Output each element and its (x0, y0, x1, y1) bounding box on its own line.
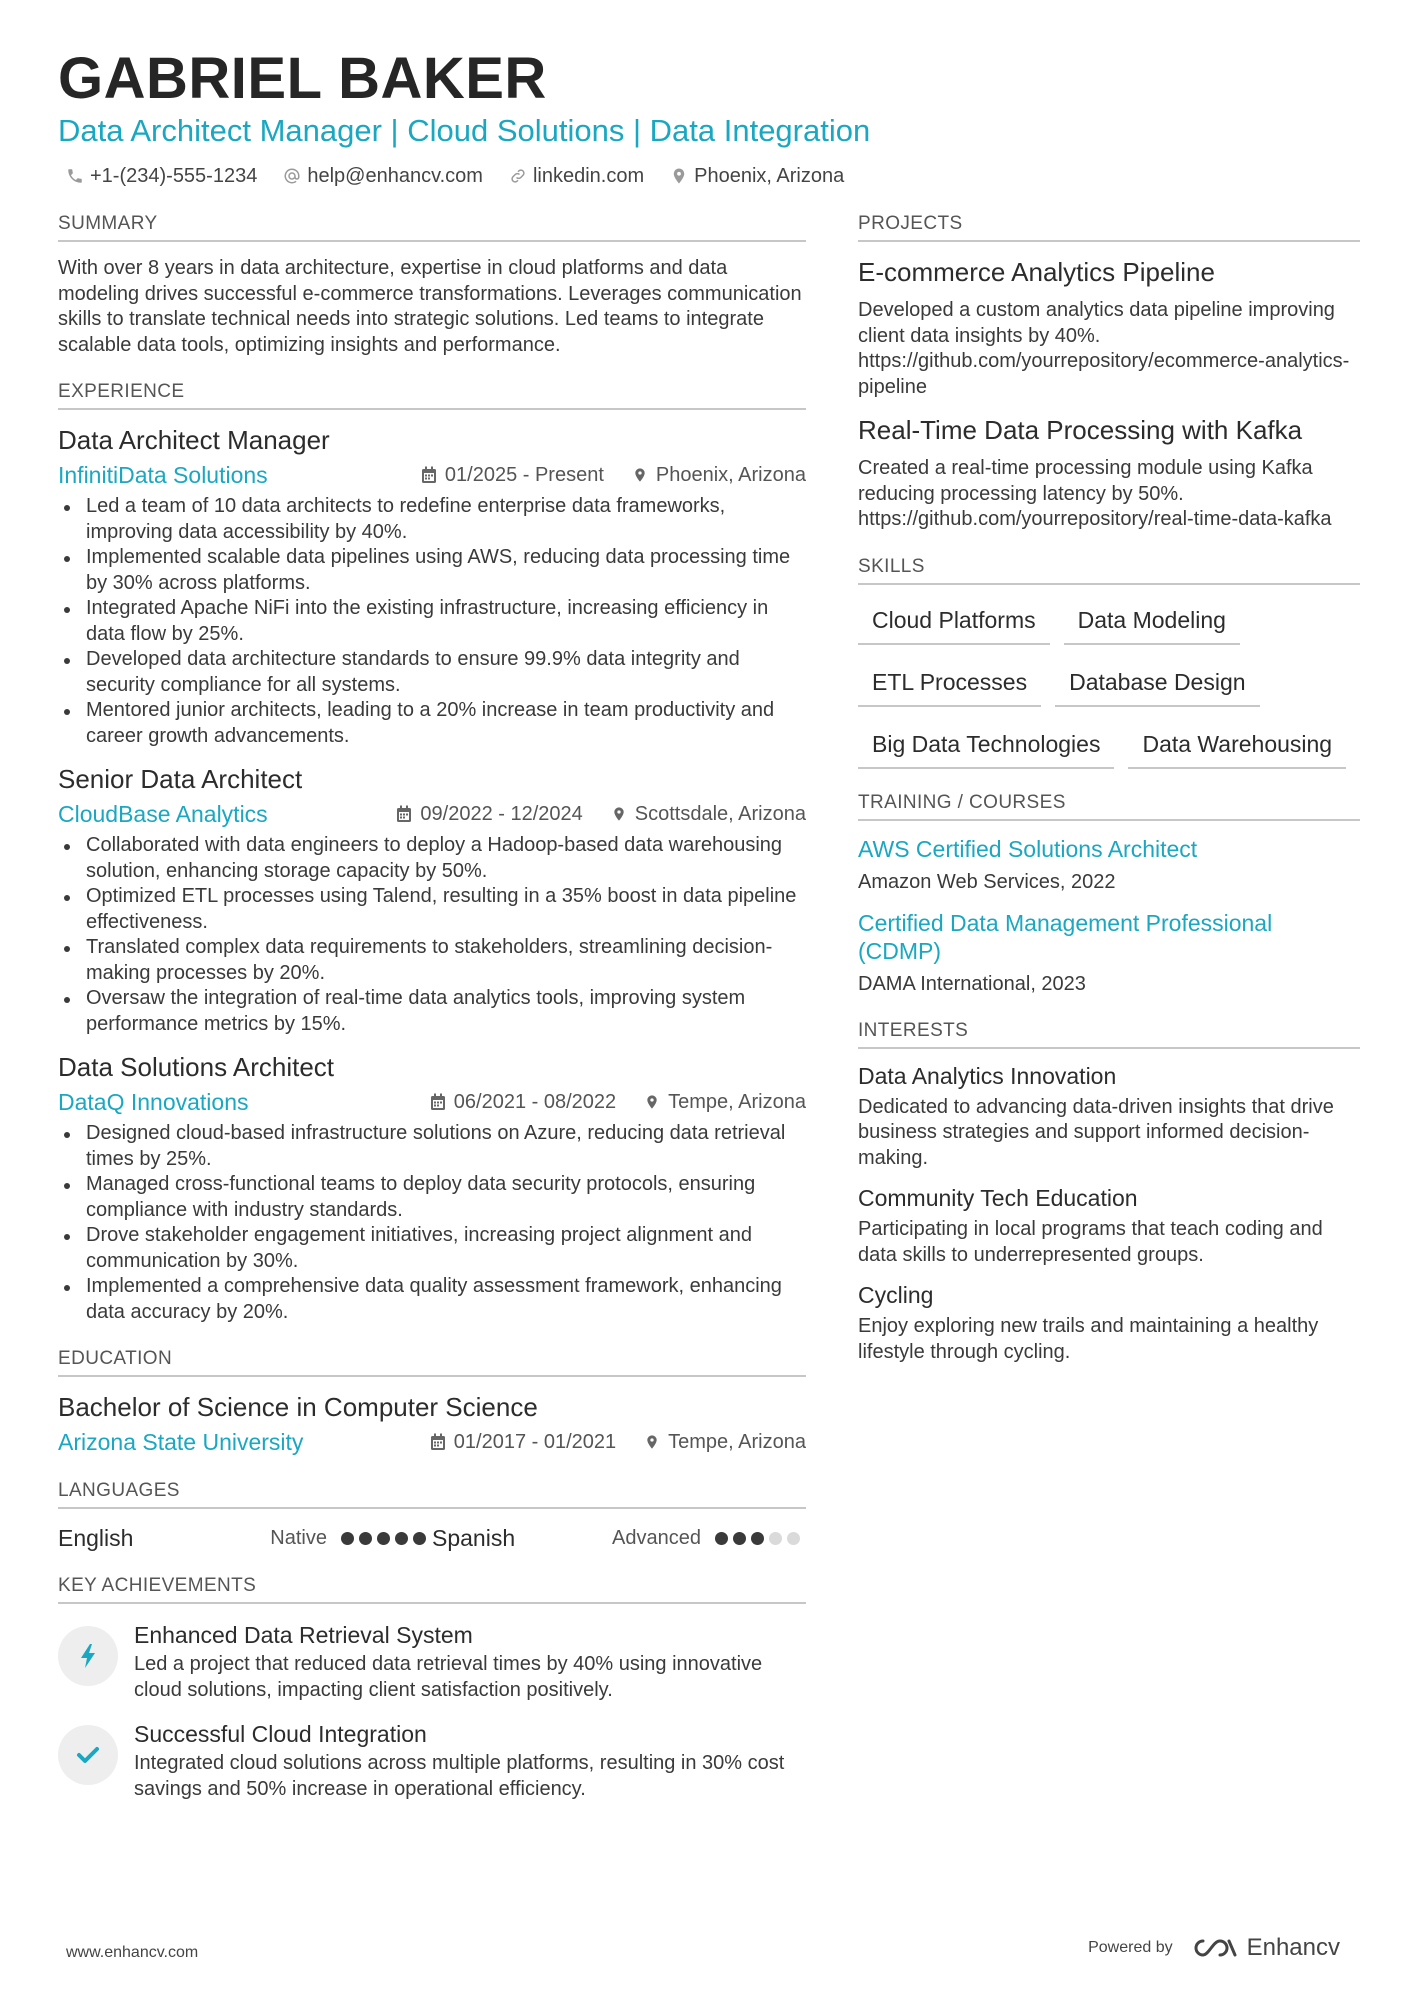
education-dates: 01/2017 - 01/2021 (453, 1430, 617, 1453)
contact-bar (66, 163, 844, 189)
interest-desc: Dedicated to advancing data-driven insights that drive business strategies and support informed decision-making. (858, 1095, 1334, 1169)
summary-section (58, 212, 806, 358)
left-column (58, 212, 806, 1824)
course-provider: Amazon Web Services, 2022 (858, 870, 1116, 893)
interest-title: Data Analytics Innovation (858, 1062, 1117, 1089)
job-location: Tempe, Arizona (668, 1090, 806, 1113)
interests-section (858, 1019, 1360, 1366)
calendar-icon (421, 466, 437, 484)
summary-heading: SUMMARY (58, 212, 806, 242)
training-section (858, 791, 1360, 997)
job-location: Phoenix, Arizona (655, 463, 806, 486)
achievement-title: Enhanced Data Retrieval System (134, 1622, 473, 1648)
contact-phone[interactable] (66, 163, 257, 189)
interests-heading: INTERESTS (858, 1019, 1360, 1049)
bullet-item: Oversaw the integration of real-time data analytics tools, improving system performance metrics by 15%. (58, 986, 806, 1037)
skill-tag: Data Modeling (1064, 599, 1240, 645)
bullet-item: Managed cross-functional teams to deploy data security protocols, ensuring compliance with industry standards. (58, 1172, 806, 1223)
company-name: CloudBase Analytics (58, 801, 268, 827)
bullet-item: Optimized ETL processes using Talend, resulting in a 35% boost in data pipeline effectiveness. (58, 884, 806, 935)
link-icon (509, 167, 527, 185)
achievement-desc: Integrated cloud solutions across multiple platforms, resulting in 30% cost savings and 50% increase in operational efficiency. (134, 1752, 785, 1800)
education-location: Tempe, Arizona (668, 1430, 806, 1453)
language-name: Spanish (432, 1525, 516, 1551)
skills-heading: SKILLS (858, 555, 1360, 585)
bullet-item: Translated complex data requirements to stakeholders, streamlining decision-making processes by 20%. (58, 935, 806, 986)
achievements-heading: KEY ACHIEVEMENTS (58, 1574, 806, 1604)
job-meta (58, 1087, 806, 1117)
languages-heading: LANGUAGES (58, 1479, 806, 1509)
interest-title: Community Tech Education (858, 1185, 1138, 1211)
job-meta (58, 799, 806, 829)
location-pin-icon (611, 805, 627, 823)
enhancv-logo-icon (1191, 1937, 1237, 1959)
project-title: E-commerce Analytics Pipeline (858, 257, 1215, 287)
calendar-icon (430, 1433, 446, 1451)
bullet-item: Integrated Apache NiFi into the existing infrastructure, increasing efficiency in data flow by 25%. (58, 596, 806, 647)
bullet-item: Designed cloud-based infrastructure solutions on Azure, reducing data retrieval times by 25%. (58, 1121, 806, 1172)
contact-email[interactable] (283, 163, 483, 189)
calendar-icon (430, 1093, 446, 1111)
rating-dot-filled (341, 1532, 354, 1545)
rating-dot-filled (359, 1532, 372, 1545)
rating-dot-filled (413, 1532, 426, 1545)
bullet-item: Mentored junior architects, leading to a 20% increase in team productivity and career growth advancements. (58, 698, 806, 749)
location-pin-icon (670, 167, 688, 185)
language-level: Native (270, 1527, 327, 1549)
course-title: AWS Certified Solutions Architect (858, 835, 1198, 862)
job-entry (58, 763, 806, 1037)
contact-location (670, 163, 844, 189)
job-bullets (58, 494, 806, 749)
job-dates: 01/2025 - Present (444, 463, 604, 486)
projects-heading: PROJECTS (858, 212, 1360, 242)
school-name: Arizona State University (58, 1429, 304, 1455)
candidate-name: GABRIEL BAKER (58, 46, 547, 111)
skill-tag: ETL Processes (858, 661, 1041, 707)
company-name: DataQ Innovations (58, 1089, 249, 1115)
linkedin-text: linkedin.com (532, 165, 645, 187)
at-icon (283, 167, 301, 185)
achievement-desc: Led a project that reduced data retrieval times by 40% using innovative cloud solutions, impacting client satisfaction positively. (134, 1653, 763, 1701)
job-dates: 06/2021 - 08/2022 (453, 1090, 617, 1113)
rating-dot-filled (395, 1532, 408, 1545)
interest-desc: Enjoy exploring new trails and maintaining a healthy lifestyle through cycling. (858, 1315, 1319, 1363)
interest-title: Cycling (858, 1282, 934, 1308)
language-item (432, 1525, 806, 1552)
footer-branding (1088, 1934, 1340, 1962)
skill-tag: Cloud Platforms (858, 599, 1050, 645)
rating-dot-filled (733, 1532, 746, 1545)
job-entry (58, 1051, 806, 1325)
achievements-section (58, 1574, 806, 1802)
job-title: Senior Data Architect (58, 764, 303, 794)
job-dates: 09/2022 - 12/2024 (420, 802, 583, 825)
education-heading: EDUCATION (58, 1347, 806, 1377)
right-column (858, 212, 1360, 1387)
bullet-item: Developed data architecture standards to ensure 99.9% data integrity and security compliance for all systems. (58, 647, 806, 698)
job-title: Data Solutions Architect (58, 1052, 335, 1082)
lightning-icon (79, 1644, 97, 1668)
rating-dot-filled (377, 1532, 390, 1545)
experience-section (58, 380, 806, 1325)
location-pin-icon (644, 1433, 660, 1451)
rating-dot-empty (769, 1532, 782, 1545)
brand-logo[interactable] (1191, 1934, 1340, 1962)
job-title: Data Architect Manager (58, 425, 330, 455)
interest-desc: Participating in local programs that teach coding and data skills to underrepresented groups. (858, 1218, 1323, 1266)
rating-dot-filled (715, 1532, 728, 1545)
job-meta (58, 460, 806, 490)
skill-tag: Data Warehousing (1128, 723, 1346, 769)
contact-linkedin[interactable] (509, 163, 644, 189)
company-name: InfinitiData Solutions (58, 462, 268, 488)
rating-dot-filled (751, 1532, 764, 1545)
bullet-item: Collaborated with data engineers to deploy a Hadoop-based data warehousing solution, enhancing storage capacity by 50%. (58, 833, 806, 884)
job-entry (58, 424, 806, 749)
achievement-item (58, 1719, 806, 1802)
bullet-item: Drove stakeholder engagement initiatives, increasing project alignment and communication by 30%. (58, 1223, 806, 1274)
projects-section (858, 212, 1360, 533)
job-bullets (58, 833, 806, 1037)
project-desc: Created a real-time processing module using Kafka reducing processing latency by 50%. https://github.com/yourrepository/real-time-data-kafka (858, 457, 1332, 530)
skill-tag: Big Data Technologies (858, 723, 1114, 769)
education-section (58, 1347, 806, 1457)
bullet-item: Implemented a comprehensive data quality assessment framework, enhancing data accuracy by 20%. (58, 1274, 806, 1325)
email-text: help@enhancv.com (307, 165, 483, 187)
footer-website[interactable]: www.enhancv.com (66, 1944, 199, 1961)
skill-tag: Database Design (1055, 661, 1259, 707)
phone-icon (66, 167, 84, 185)
experience-heading: EXPERIENCE (58, 380, 806, 410)
location-pin-icon (632, 466, 648, 484)
powered-by-label: Powered by (1088, 1939, 1173, 1956)
brand-name: Enhancv (1246, 1934, 1340, 1961)
language-rating (715, 1532, 800, 1545)
job-location: Scottsdale, Arizona (634, 802, 806, 825)
phone-text: +1-(234)-555-1234 (90, 165, 258, 187)
language-rating (341, 1532, 426, 1545)
skills-section (858, 555, 1360, 769)
training-heading: TRAINING / COURSES (858, 791, 1360, 821)
job-bullets (58, 1121, 806, 1325)
language-level: Advanced (612, 1527, 701, 1549)
location-pin-icon (644, 1093, 660, 1111)
course-title: Certified Data Management Professional (CDMP) (858, 909, 1273, 964)
summary-text: With over 8 years in data architecture, expertise in cloud platforms and data modeling drives successful e-commerce transformations. Leverages communication skills to translate technical needs into strategic solutions. Led teams to integrate scalable data tools, optimizing insights and performance. (58, 257, 802, 356)
achievement-item (58, 1620, 806, 1703)
headline: Data Architect Manager | Cloud Solutions | Data Integration (58, 113, 871, 148)
degree-title: Bachelor of Science in Computer Science (58, 1392, 538, 1422)
rating-dot-empty (787, 1532, 800, 1545)
achievement-title: Successful Cloud Integration (134, 1721, 427, 1747)
project-desc: Developed a custom analytics data pipeline improving client data insights by 40%. https://github.com/yourrepository/ecommerce-analytics-pipeline (858, 299, 1350, 398)
bullet-item: Led a team of 10 data architects to redefine enterprise data frameworks, improving data accessibility by 40%. (58, 494, 806, 545)
location-text: Phoenix, Arizona (694, 165, 845, 187)
language-name: English (58, 1525, 134, 1551)
bullet-item: Implemented scalable data pipelines using AWS, reducing data processing time by 30% across platforms. (58, 545, 806, 596)
calendar-icon (396, 805, 412, 823)
project-title: Real-Time Data Processing with Kafka (858, 415, 1303, 445)
language-item (58, 1525, 432, 1552)
course-provider: DAMA International, 2023 (858, 972, 1086, 995)
checkmark-icon (76, 1745, 100, 1765)
languages-section (58, 1479, 806, 1552)
